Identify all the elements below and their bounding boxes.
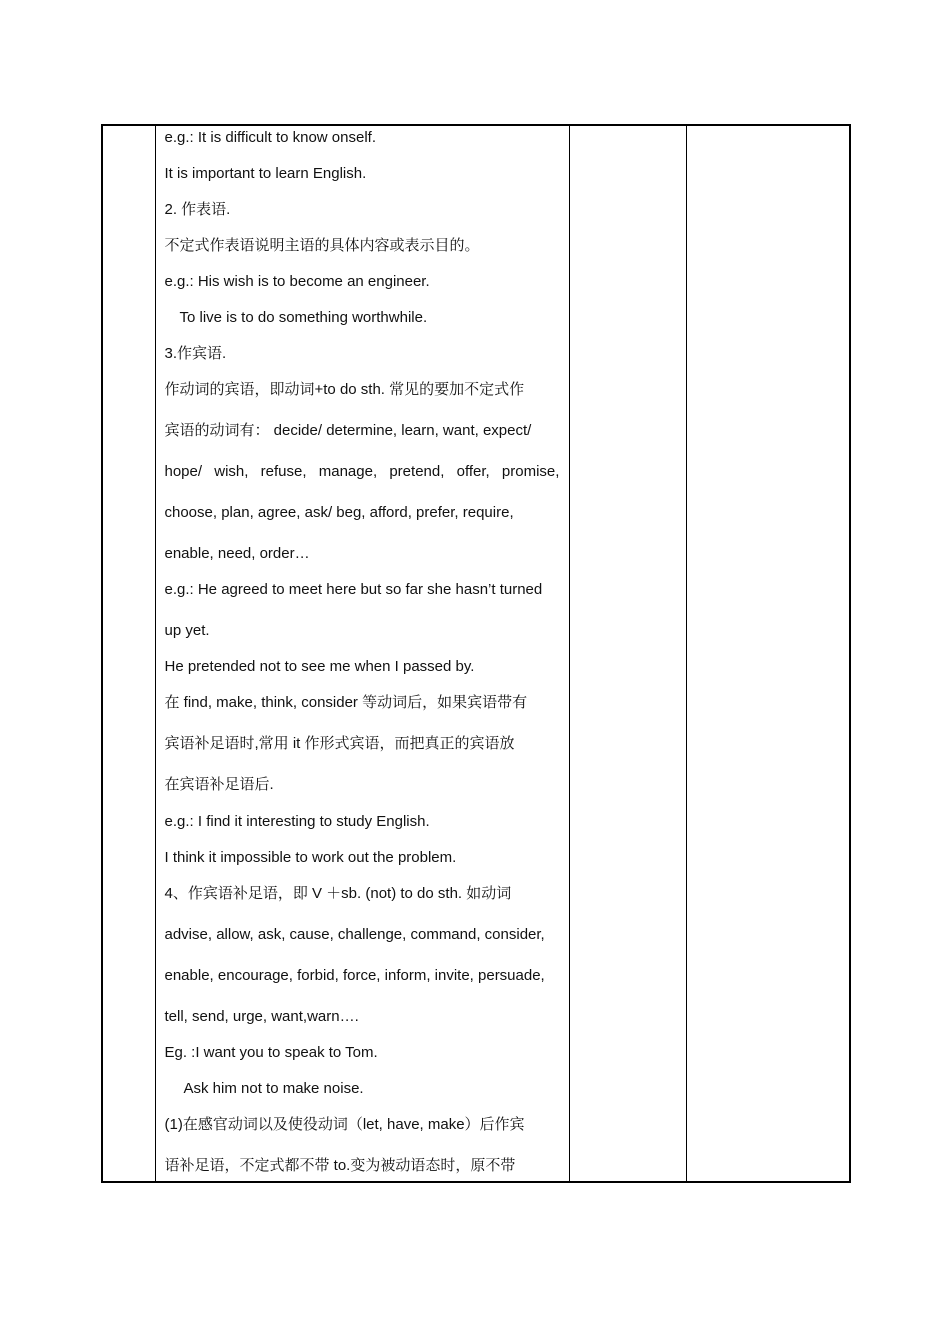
blank-cell-left	[102, 125, 155, 1182]
word: hope/	[164, 463, 203, 480]
word: manage,	[318, 463, 378, 480]
verb-list-line	[165, 462, 560, 482]
example-line: Eg. :I want you to speak to Tom.	[164, 1044, 378, 1061]
verb-list-line: enable, need, order…	[164, 545, 310, 562]
blank-cell-right	[686, 125, 850, 1182]
example-line: I think it impossible to work out the problem.	[164, 849, 457, 866]
example-line: Ask him not to make noise.	[183, 1080, 364, 1097]
example-line: e.g.: I find it interesting to study English.	[164, 813, 430, 830]
content-cell	[155, 125, 569, 1182]
verb-list-line: tell, send, urge, want,warn….	[164, 1008, 359, 1025]
section-heading: 3.作宾语.	[164, 345, 227, 362]
text-line: 宾语的动词有： decide/ determine, learn, want, expect/	[164, 422, 532, 439]
text-line: It is important to learn English.	[164, 165, 367, 182]
text-line: 在 find, make, think, consider 等动词后，如果宾语带有	[164, 694, 528, 711]
word: refuse,	[260, 463, 307, 480]
word: pretend,	[389, 463, 445, 480]
text-line: e.g.: It is difficult to know onself.	[164, 129, 376, 146]
example-line: up yet.	[164, 622, 210, 639]
word: wish,	[214, 463, 249, 480]
lesson-table	[101, 124, 851, 1183]
verb-list-line: choose, plan, agree, ask/ beg, afford, prefer, require,	[164, 504, 514, 521]
text-line: (1)在感官动词以及使役动词（let, have, make）后作宾	[164, 1116, 525, 1133]
word: offer,	[456, 463, 490, 480]
table-row	[102, 125, 850, 1182]
text-line: 宾语补足语时,常用 it 作形式宾语，而把真正的宾语放	[164, 735, 515, 752]
text-line: 作动词的宾语，即动词+to do sth. 常见的要加不定式作	[164, 381, 525, 398]
verb-list-line: enable, encourage, forbid, force, inform, invite, persuade,	[164, 967, 545, 984]
word: promise,	[501, 463, 560, 480]
section-heading: 4、作宾语补足语，即 V ＋sb. (not) to do sth. 如动词	[164, 885, 512, 902]
blank-cell-middle	[569, 125, 686, 1182]
section-heading: 2. 作表语.	[164, 201, 231, 218]
verb-list-line: advise, allow, ask, cause, challenge, command, consider,	[164, 926, 545, 943]
example-line: e.g.: His wish is to become an engineer.	[164, 273, 430, 290]
text-line: 不定式作表语说明主语的具体内容或表示目的。	[164, 237, 480, 254]
example-line: e.g.: He agreed to meet here but so far she hasn’t turned	[164, 581, 543, 598]
text-line: 在宾语补足语后.	[164, 776, 274, 793]
example-line: He pretended not to see me when I passed by.	[164, 658, 475, 675]
example-line: To live is to do something worthwhile.	[179, 309, 428, 326]
text-line: 语补足语，不定式都不带 to.变为被动语态时，原不带	[164, 1157, 516, 1174]
